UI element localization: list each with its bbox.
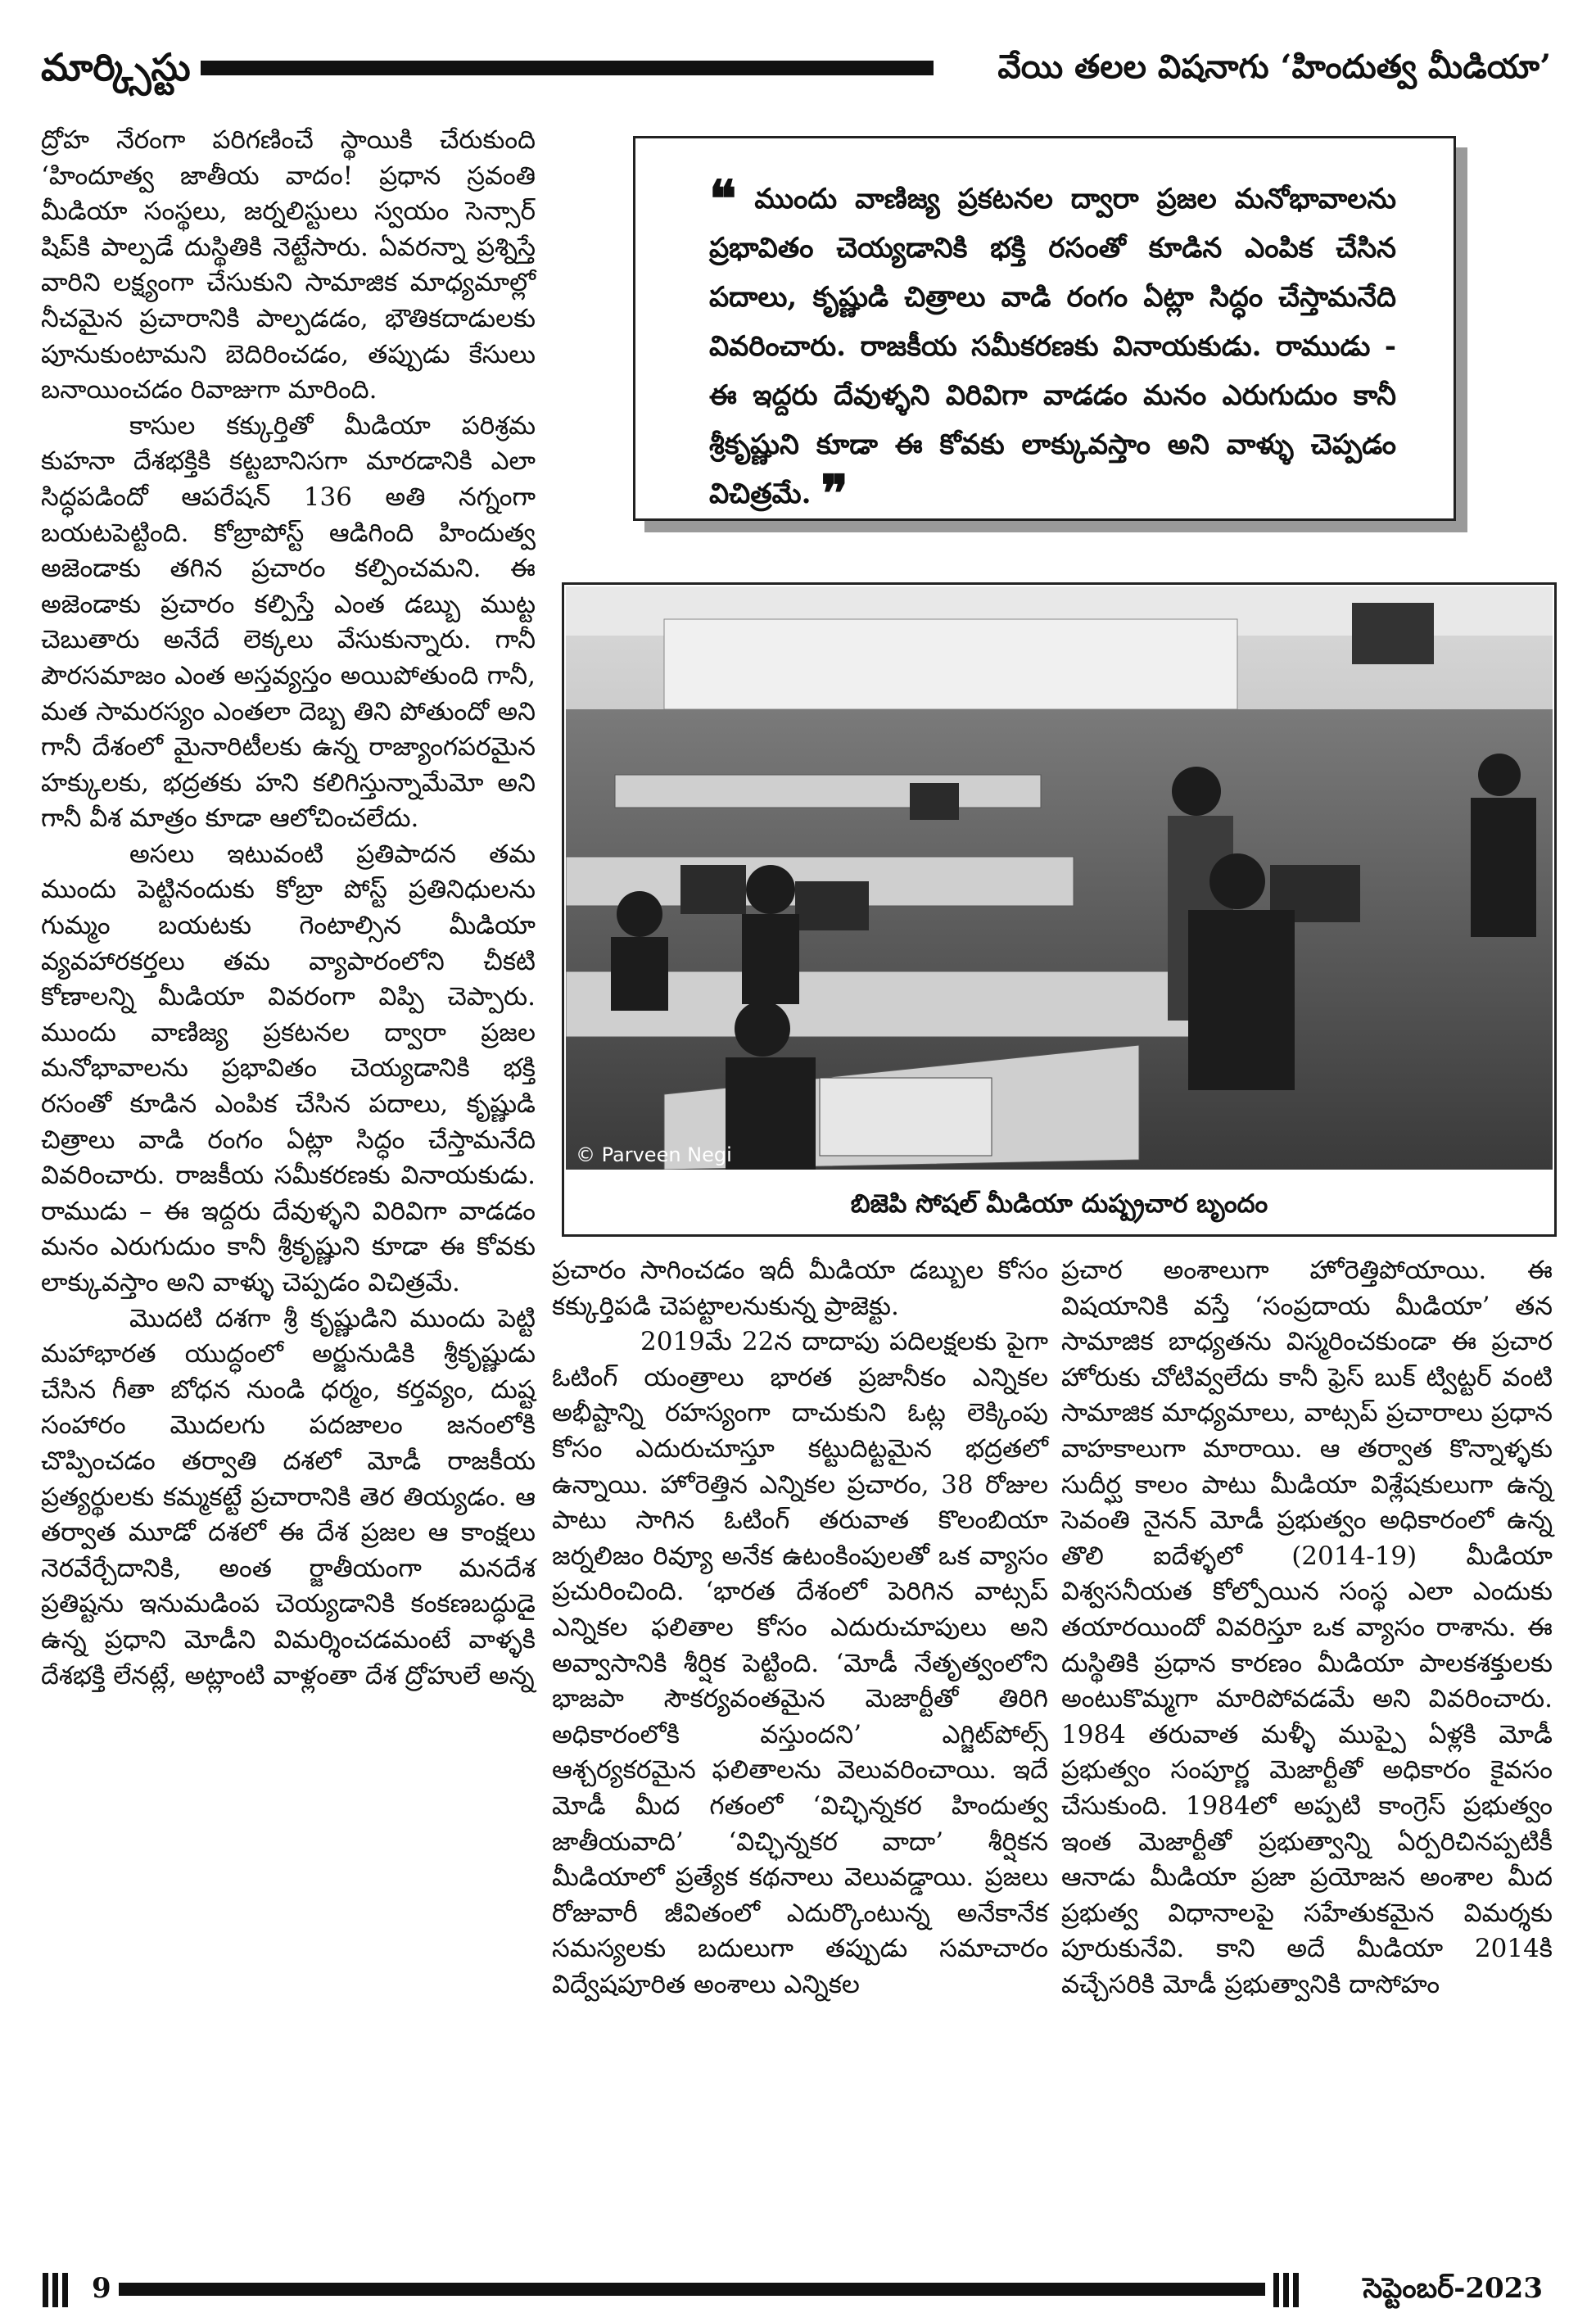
open-quote-mark: ❝ xyxy=(709,169,737,229)
paragraph: 2019మే 22న దాదాపు పదిలక్షలకు పైగా ఓటింగ్ యంత్రాలు భారత ప్రజానీకం ఎన్నికల అభీష్టాన్ని రహస్యంగా దాచుకుని ఓట్ల లెక్కింపు కోసం ఎదురుచూస్తూ కట్టుదిట్టమైన భద్రతలో ఉన్నాయి. హోరెత్తిన ఎన్నికల ప్రచారం, 38 రోజుల పాటు సాగిన ఓటింగ్ తరువాత కొలంబియా జర్నలిజం రివ్యూ అనేక ఉటంకింపులతో ఒక వ్యాసం ప్రచురించింది. ‘భారత దేశంలో పెరిగిన వాట్సప్ ఎన్నికల ఫలితాల కోసం ఎదురుచూపులు అని అవ్వాసానికి శీర్షిక పెట్టింది. ‘మోడీ నేతృత్వంలోని భాజపా సౌకర్యవంతమైన మెజార్టీతో తిరిగి అధికారంలోకి వస్తుందని’ ఎగ్జిట్‌పోల్స్ ఆశ్చర్యకరమైన ఫలితాలను వెలువరించాయి. ఇదే మోడీ మీద గతంలో ‘విచ్ఛిన్నకర హిందుత్వ జాతీయవాది’ ‘విచ్ఛిన్నకర వాదా’ శీర్షికన మీడియాలో ప్రత్యేక కథనాలు వెలువడ్డాయి. ప్రజలు రోజువారీ జీవితంలో ఎదుర్కొంటున్న అనేకానేక సమస్యలకు బదులుగా తప్పుడు సమాచారం విద్వేషపూరిత అంశాలు ఎన్నికల xyxy=(552,1327,1048,1999)
office-photo xyxy=(566,586,1553,1170)
paragraph: ద్రోహ నేరంగా పరిగణించే స్థాయికి చేరుకుంది ‘హిందూత్వ జాతీయ వాదం! ప్రధాన స్రవంతి మీడియా సంస్థలు, జర్నలిస్టులు స్వయం సెన్సార్ షిప్‌కి పాల్పడే దుస్థితికి నెట్టేసారు. ఏవరన్నా ప్రశ్నిస్తే వారిని లక్ష్యంగా చేసుకుని సామాజిక మాధ్యమాల్లో నీచమైన ప్రచారానికి పాల్పడడం, భౌతికదాడులకు పూనుకుంటామని బెదిరించడం, తప్పుడు కేసులు బనాయించడం రివాజుగా మారింది. xyxy=(41,125,536,405)
paragraph: ప్రచార అంశాలుగా హోరెత్తిపోయాయి. ఈ విషయానికి వస్తే ‘సంప్రదాయ మీడియా’ తన సామాజిక బాధ్యతను విస్మరించకుండా ఈ ప్రచార హోరుకు చోటివ్వలేదు కానీ ఫ్రెస్ బుక్ ట్విట్టర్ వంటి సామాజిక మాధ్యమాలు, వాట్సప్ ప్రచారాలు ప్రధాన వాహకాలుగా మారాయి. ఆ తర్వాత కొన్నాళ్ళకు సుదీర్ఘ కాలం పాటు మీడియా విశ్లేషకులుగా ఉన్న సెవంతి నైనన్ మోడీ ప్రభుత్వం అధికారంలో ఉన్న తొలి ఐదేళ్ళలో (2014-19) మీడియా విశ్వసనీయత కోల్పోయిన సంస్థ ఎలా ఎందుకు తయారయిందో వివరిస్తూ ఒక వ్యాసం రాశాను. ఈ దుస్థితికి ప్రధాన కారణం మీడియా పాలకశక్తులకు అంటుకొమ్మగా మారిపోవడమే అని వివరించారు. 1984 తరువాత మళ్ళీ ముప్పై ఏళ్లకి మోడీ ప్రభుత్వం సంపూర్ణ మెజార్టీతో అధికారం కైవసం చేసుకుంది. 1984లో అప్పటి కాంగ్రెస్ ప్రభుత్వం ఇంత మెజార్టీతో ప్రభుత్వాన్ని ఏర్పరిచినప్పటికీ ఆనాడు మీడియా ప్రజా ప్రయోజన అంశాల మీద ప్రభుత్వ విధానాలపై సహేతుకమైన విమర్శకు పూరుకునేవి. కాని అదే మీడియా 2014కి వచ్చేసరికి మోడీ ప్రభుత్వానికి దాసోహం xyxy=(1061,1256,1553,1999)
middle-column xyxy=(552,1253,1048,2003)
page-number: 9 xyxy=(92,2272,111,2305)
photo-caption: బిజెపి సోషల్ మీడియా దుష్ప్రచార బృందం xyxy=(850,1189,1268,1219)
header-rule xyxy=(201,61,934,75)
paragraph: అసలు ఇటువంటి ప్రతిపాదన తమ ముందు పెట్టినందుకు కోబ్రా పోస్ట్ ప్రతినిధులను గుమ్మం బయటకు గెంటాల్సిన మీడియా వ్యవహారకర్తలు తమ వ్యాపారంలోని చీకటి కోణాలన్ని మీడియా వివరంగా విప్పి చెప్పారు. ముందు వాణిజ్య ప్రకటనల ద్వారా ప్రజల మనోభావాలను ప్రభావితం చెయ్యడానికి భక్తి రసంతో కూడిన ఎంపిక చేసిన పదాలు, కృష్ణుడి చిత్రాలు వాడి రంగం ఏట్లా సిద్ధం చేస్తామనేది వివరించారు. రాజకీయ సమీకరణకు వినాయకుడు. రాముడు – ఈ ఇద్దరు దేవుళ్ళని విరివిగా వాడడం మనం ఎరుగుదుం కానీ శ్రీకృష్ణుని కూడా ఈ కోవకు లాక్కువస్తాం అని వాళ్ళు చెప్పడం విచిత్రమే. xyxy=(41,839,536,1297)
magazine-name: మార్క్సిస్టు xyxy=(41,45,191,89)
footer-rule xyxy=(119,2283,1265,2296)
photo-credit: © Parveen Negi xyxy=(576,1143,732,1166)
paragraph: మొదటి దశగా శ్రీ కృష్ణుడిని ముందు పెట్టి మహాభారత యుద్ధంలో అర్జునుడికి శ్రీకృష్ణుడు చేసిన గీతా బోధన నుండి ధర్మం, కర్తవ్యం, దుష్ట సంహారం మొదలగు పదజాలం జనంలోకి చొప్పించడం తర్వాతి దశలో మోడీ రాజకీయ ప్రత్యర్థులకు కమ్మకట్టే ప్రచారానికి తెర తియ్యడం. ఆ తర్వాత మూడో దశలో ఈ దేశ ప్రజల ఆ కాంక్షలు నెరవేర్చేదానికి, అంత ర్జాతీయంగా మనదేశ ప్రతిష్టను ఇనుమడింప చెయ్యడానికి కంకణబద్ధుడై ఉన్న ప్రధాని మోడీని విమర్శించడమంటే వాళ్ళకి దేశభక్తి లేనట్లే, అట్లాంటి వాళ్లంతా దేశ ద్రోహులే అన్న xyxy=(41,1303,536,1691)
paragraph: కాసుల కక్కుర్తితో మీడియా పరిశ్రమ కుహనా దేశభక్తికి కట్టబానిసగా మారడానికి ఎలా సిద్ధపడిందో ఆపరేషన్ 136 అతి నగ్నంగా బయటపెట్టింది. కోబ్రాపోస్ట్ ఆడిగింది హిందుత్వ అజెండాకు తగిన ప్రచారం కల్పించమని. ఈ అజెండాకు ప్రచారం కల్పిస్తే ఎంత డబ్బు ముట్ట చెబుతారు అనేదే లెక్కలు వేసుకున్నారు. గానీ పౌరసమాజం ఎంత అస్తవ్యస్తం అయిపోతుంది గానీ, మత సామరస్యం ఎంతలా దెబ్బ తిని పోతుందో అని గానీ దేశంలో మైనారిటీలకు ఉన్న రాజ్యాంగపరమైన హక్కులకు, భద్రతకు హని కలిగిస్తున్నామేమో అని గానీ వీశ మాత్రం కూడా ఆలోచించలేదు. xyxy=(41,410,536,834)
right-column xyxy=(1061,1253,1553,2003)
photo-frame xyxy=(562,582,1557,1237)
pull-quote-text: ముందు వాణిజ్య ప్రకటనల ద్వారా ప్రజల మనోభావాలను ప్రభావితం చెయ్యడానికి భక్తి రసంతో కూడిన ఎంపిక చేసిన పదాలు, కృష్ణుడి చిత్రాలు వాడి రంగం ఏట్లా సిద్ధం చేస్తామనేది వివరించారు. రాజకీయ సమీకరణకు వినాయకుడు. రాముడు - ఈ ఇద్దరు దేవుళ్ళని విరివిగా వాడడం మనం ఎరుగుదుం కానీ శ్రీకృష్ణుని కూడా ఈ కోవకు లాక్కువస్తాం అని వాళ్ళు చెప్పడం విచిత్రమే. xyxy=(709,183,1396,510)
pull-quote xyxy=(633,136,1456,521)
article-title: వేయి తలల విషనాగు ‘హిందుత్వ మీడియా’ xyxy=(997,48,1551,86)
close-quote-mark: ❞ xyxy=(821,464,848,523)
paragraph: ప్రచారం సాగించడం ఇదీ మీడియా డబ్బుల కోసం కక్కుర్తిపడి చెపట్టాలనుకున్న ప్రాజెక్టు. xyxy=(552,1256,1048,1321)
left-column xyxy=(41,123,536,1694)
issue-date: సెప్టెంబర్-2023 xyxy=(1363,2272,1543,2305)
